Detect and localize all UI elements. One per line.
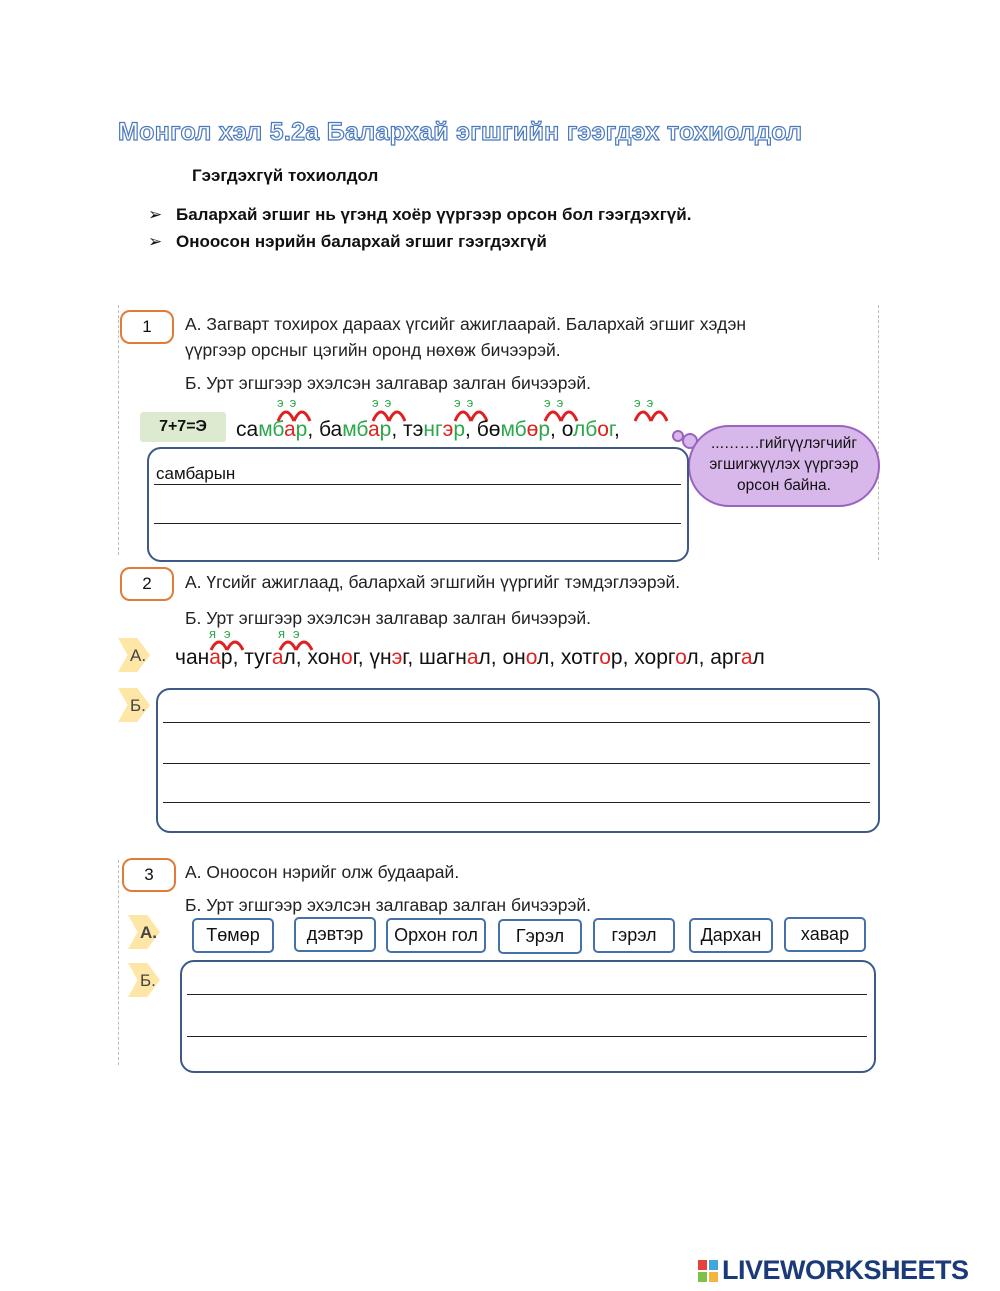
answer-line[interactable] bbox=[187, 1036, 867, 1037]
arc-labels: ээ bbox=[277, 395, 303, 410]
arc-labels: ээ bbox=[454, 395, 480, 410]
section-divider bbox=[118, 305, 119, 555]
answer-line[interactable] bbox=[163, 722, 870, 723]
label-b: Б. bbox=[140, 971, 156, 990]
footer-brand: LIVEWORKSHEETS bbox=[722, 1255, 969, 1285]
name-chip[interactable]: Дархан bbox=[689, 918, 773, 953]
arrow-bullet-icon: ➢ bbox=[148, 232, 163, 251]
word: хотгор, bbox=[560, 646, 635, 669]
answer-line[interactable] bbox=[154, 484, 681, 485]
label-a: А. bbox=[140, 923, 157, 942]
word: тэнгэр, bbox=[403, 418, 477, 441]
word: онол, bbox=[502, 646, 561, 669]
name-chip[interactable]: хавар bbox=[784, 917, 866, 952]
word: үнэг, bbox=[369, 646, 420, 669]
name-chip[interactable]: Төмөр bbox=[192, 918, 274, 953]
arc-labels: яэ bbox=[278, 626, 308, 641]
name-chip[interactable]: Гэрэл bbox=[498, 919, 582, 954]
task1-instruction-b: Б. Урт эгшгээр эхэлсэн залгавар залган бичээрэй. bbox=[185, 373, 592, 393]
section-divider bbox=[878, 305, 879, 560]
name-chip[interactable]: дэвтэр bbox=[294, 917, 376, 952]
answer-line[interactable] bbox=[154, 523, 681, 524]
word: шагнал, bbox=[419, 646, 503, 669]
subheading: Гээгдэхгүй тохиолдол bbox=[192, 166, 379, 185]
task-number-badge: 2 bbox=[120, 567, 174, 601]
liveworksheets-logo-icon bbox=[698, 1260, 718, 1282]
task1-instruction-a-line2: үүргээр орсныг цэгийн оронд нөхөж бичээрэй. bbox=[185, 340, 561, 360]
page-title: Монгол хэл 5.2а Балархай эгшгийн гээгдэх тохиолдол bbox=[118, 118, 803, 146]
rule-item-1: ➢ Балархай эгшиг нь үгэнд хоёр үүргээр орсон бол гээгдэхгүй. bbox=[148, 205, 692, 224]
word: самбар, bbox=[236, 418, 319, 441]
task3-instruction-b: Б. Урт эгшгээр эхэлсэн залгавар залган бичээрэй. bbox=[185, 895, 592, 915]
arc-labels: ээ bbox=[372, 395, 398, 410]
label-b: Б. bbox=[130, 696, 146, 715]
model-tag: 7+7=Э bbox=[140, 412, 226, 442]
section-divider bbox=[118, 860, 119, 1065]
task-number-badge: 1 bbox=[120, 310, 174, 344]
answer-line[interactable] bbox=[163, 802, 870, 803]
word: бөмбөр, bbox=[476, 418, 562, 441]
arc-labels: ээ bbox=[634, 395, 660, 410]
word: чанар, bbox=[175, 646, 245, 669]
word: аргал bbox=[710, 646, 765, 669]
label-a: А. bbox=[130, 646, 147, 665]
task2-answer-box bbox=[156, 688, 880, 833]
task-number-badge: 3 bbox=[122, 858, 176, 892]
word: хоргол, bbox=[634, 646, 711, 669]
arc-mark bbox=[635, 412, 667, 421]
word: олбог, bbox=[561, 418, 620, 441]
task2-instruction-a: А. Үгсийг ажиглаад, балархай эгшгийн үүргийг тэмдэглээрэй. bbox=[185, 572, 681, 592]
task2-instruction-b: Б. Урт эгшгээр эхэлсэн залгавар залган бичээрэй. bbox=[185, 608, 592, 628]
rule-item-2: ➢ Оноосон нэрийн балархай эгшиг гээгдэхгүй bbox=[148, 232, 547, 251]
word: тугал, bbox=[244, 646, 308, 669]
task1-word-list bbox=[236, 418, 620, 442]
arrow-bullet-icon: ➢ bbox=[148, 205, 163, 224]
task2-word-list bbox=[175, 646, 765, 670]
answer-line[interactable] bbox=[187, 994, 867, 995]
task3-answer-box bbox=[180, 960, 876, 1073]
answer-example: самбарын bbox=[156, 464, 236, 483]
name-chip[interactable]: Орхон гол bbox=[386, 918, 486, 953]
task1-instruction-a-line1: А. Загварт тохирох дараах үгсийг ажиглаарай. Балархай эгшиг хэдэн bbox=[185, 314, 747, 334]
answer-line[interactable] bbox=[163, 763, 870, 764]
arc-labels: яэ bbox=[209, 626, 239, 641]
word: хоног, bbox=[307, 646, 370, 669]
task3-instruction-a: А. Оноосон нэрийг олж будаарай. bbox=[185, 862, 460, 882]
arc-labels: ээ bbox=[544, 395, 570, 410]
hint-cloud: ...…….гийгүүлэгчийг эгшигжүүлэх үүргээр орсон байна. bbox=[688, 425, 880, 507]
name-chip[interactable]: гэрэл bbox=[593, 918, 675, 953]
word: бамбар, bbox=[318, 418, 404, 441]
